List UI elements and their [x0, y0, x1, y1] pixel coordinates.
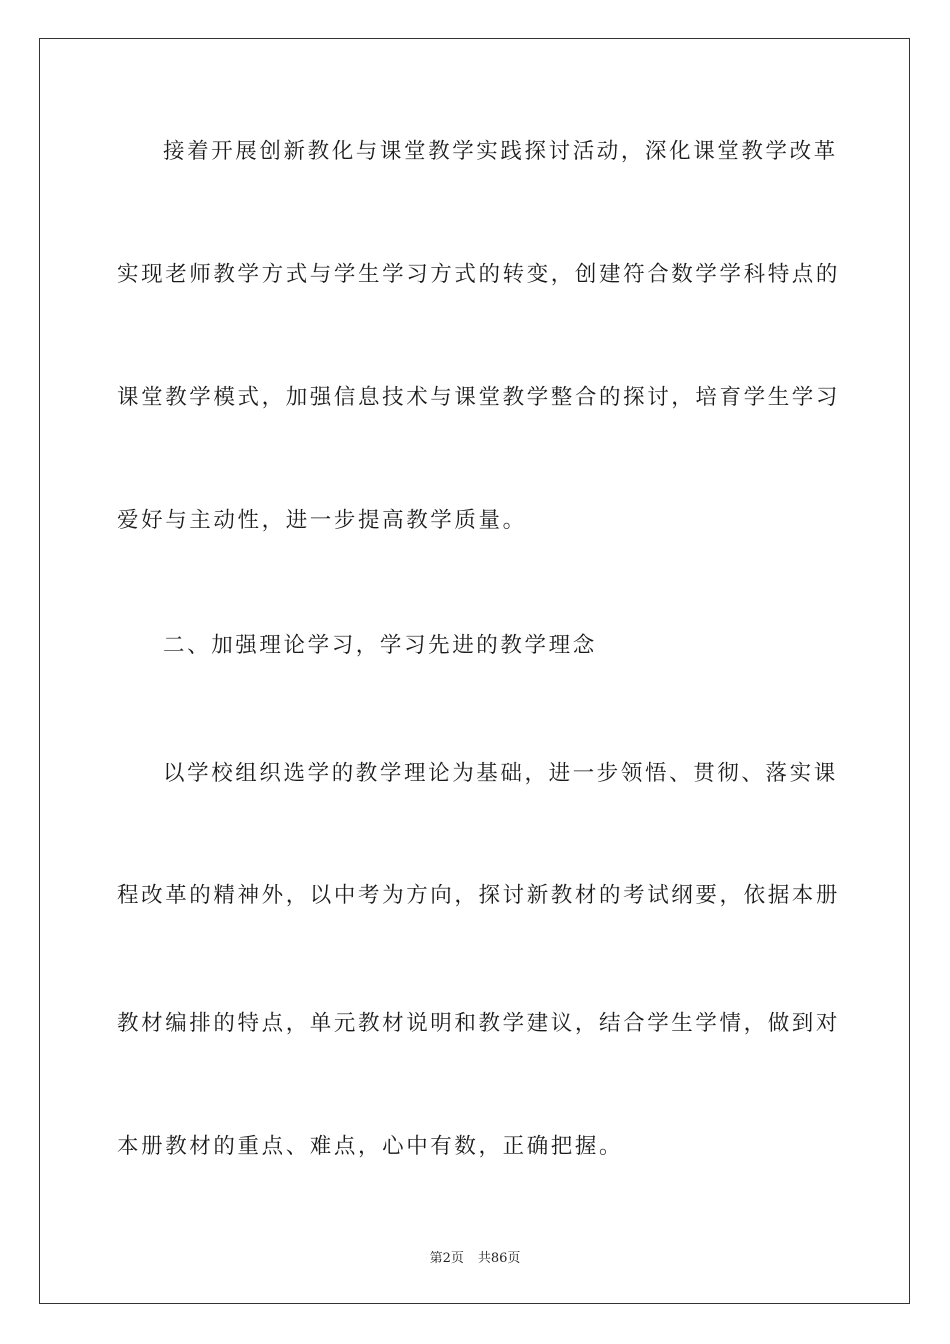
paragraph-1-line-1: 接着开展创新教化与课堂教学实践探讨活动，深化课堂教学改革	[163, 139, 838, 164]
paragraph-1-line-3: 课堂教学模式，加强信息技术与课堂教学整合的探讨，培育学生学习	[117, 385, 841, 410]
paragraph-1-line-4: 爱好与主动性，进一步提高教学质量。	[117, 508, 527, 533]
paragraph-1-line-2: 实现老师教学方式与学生学习方式的转变，创建符合数学学科特点的	[117, 262, 841, 287]
page-footer	[0, 1247, 950, 1266]
current-page-number: 第2页	[429, 1251, 464, 1266]
total-pages: 共86页	[477, 1251, 521, 1266]
page-frame	[39, 38, 910, 1304]
paragraph-2-line-2: 程改革的精神外，以中考为方向，探讨新教材的考试纲要，依据本册	[117, 883, 841, 908]
paragraph-2-line-4: 本册教材的重点、难点，心中有数，正确把握。	[117, 1134, 624, 1159]
section-heading: 二、加强理论学习，学习先进的教学理念	[163, 633, 597, 658]
paragraph-2-line-1: 以学校组织选学的教学理论为基础，进一步领悟、贯彻、落实课	[163, 761, 838, 786]
paragraph-2-line-3: 教材编排的特点，单元教材说明和教学建议，结合学生学情，做到对	[117, 1011, 841, 1036]
